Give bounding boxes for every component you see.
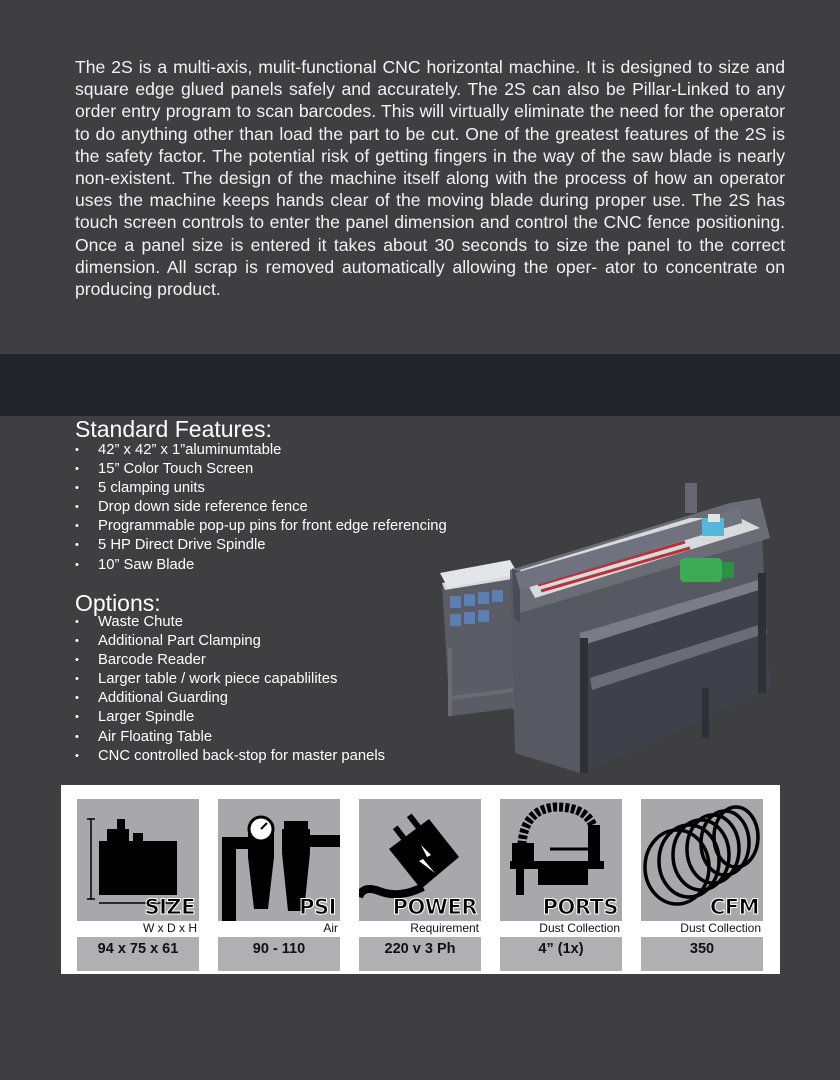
spec-card-cfm bbox=[641, 799, 763, 971]
bullet-icon: • bbox=[75, 635, 79, 648]
spec-card-power bbox=[359, 799, 481, 971]
standard-features-title: Standard Features: bbox=[75, 416, 272, 442]
list-item: • Larger Spindle bbox=[75, 708, 385, 727]
options-list bbox=[75, 613, 385, 766]
bullet-icon: • bbox=[75, 730, 79, 743]
bullet-icon: • bbox=[75, 749, 79, 762]
list-item: • Additional Part Clamping bbox=[75, 632, 385, 651]
bullet-icon: • bbox=[75, 463, 79, 476]
list-item: • Barcode Reader bbox=[75, 651, 385, 670]
bullet-icon: • bbox=[75, 558, 79, 571]
list-item: • Programmable pop-up pins for front edge referencing bbox=[75, 517, 447, 536]
options-title: Options: bbox=[75, 590, 161, 616]
spec-card-ports bbox=[500, 799, 622, 971]
list-item: • CNC controlled back-stop for master panels bbox=[75, 747, 385, 766]
spec-value: 350 bbox=[641, 937, 763, 971]
list-item: • Air Floating Table bbox=[75, 728, 385, 747]
list-item: • 42” x 42” x 1”aluminumtable bbox=[75, 441, 447, 460]
bullet-icon: • bbox=[75, 520, 79, 533]
intro-paragraph: The 2S is a multi-axis, mulit-functional CNC horizontal machine. It is designed to size and square edge glued panels safely and accurately. The 2S can also be Pillar-Linked to any order entry program to scan barcodes. This will virtually eliminate the need for the operator to do anything other than load the part to be cut. One of the greatest features of the 2S is the safety factor. The potential risk of getting fingers in the way of the saw blade is nearly non-existent. The design of the machine itself along with the process of how an operator uses the machine keeps hands clear of the moving blade during proper use. The 2S has touch screen controls to enter the panel dimension and control the CNC fence positioning. Once a panel size is entered it takes about 30 seconds to size the panel to the correct dimension. All scrap is removed automatically allowing the oper- ator to concentrate on producing product. bbox=[75, 57, 785, 300]
bullet-icon: • bbox=[75, 654, 79, 667]
list-item: • 10” Saw Blade bbox=[75, 556, 447, 575]
spec-caption: Air bbox=[323, 921, 338, 935]
bullet-icon: • bbox=[75, 616, 79, 628]
spec-tile bbox=[641, 799, 763, 921]
spec-label: POWER bbox=[392, 895, 477, 919]
bullet-icon: • bbox=[75, 692, 79, 705]
spec-value: 94 x 75 x 61 bbox=[77, 937, 199, 971]
list-item: • Additional Guarding bbox=[75, 689, 385, 708]
list-item: • Waste Chute bbox=[75, 613, 385, 632]
spec-tile bbox=[359, 799, 481, 921]
spec-label: PSI bbox=[299, 895, 336, 919]
spec-tile bbox=[77, 799, 199, 921]
cnc-machine-image bbox=[440, 478, 780, 778]
spec-caption: W x D x H bbox=[143, 921, 197, 935]
spec-tile bbox=[218, 799, 340, 921]
bullet-icon: • bbox=[75, 501, 79, 514]
list-item: • Larger table / work piece capablilites bbox=[75, 670, 385, 689]
list-item: • 5 HP Direct Drive Spindle bbox=[75, 536, 447, 555]
divider-band bbox=[0, 354, 840, 416]
bullet-icon: • bbox=[75, 711, 79, 724]
spec-card-size bbox=[77, 799, 199, 971]
spec-panel bbox=[61, 785, 780, 974]
bullet-icon: • bbox=[75, 673, 79, 686]
spec-value: 220 v 3 Ph bbox=[359, 937, 481, 971]
spec-label: CFM bbox=[709, 895, 759, 919]
spec-value: 90 - 110 bbox=[218, 937, 340, 971]
bullet-icon: • bbox=[75, 539, 79, 552]
list-item: • Drop down side reference fence bbox=[75, 498, 447, 517]
spec-caption: Dust Collection bbox=[680, 921, 761, 935]
spec-tile bbox=[500, 799, 622, 921]
spec-card-psi bbox=[218, 799, 340, 971]
standard-features-list bbox=[75, 441, 447, 575]
bullet-icon: • bbox=[75, 482, 79, 495]
spec-label: SIZE bbox=[144, 895, 195, 919]
spec-value: 4” (1x) bbox=[500, 937, 622, 971]
list-item: • 5 clamping units bbox=[75, 479, 447, 498]
spec-caption: Dust Collection bbox=[539, 921, 620, 935]
list-item: • 15” Color Touch Screen bbox=[75, 460, 447, 479]
spec-label: PORTS bbox=[542, 895, 618, 919]
bullet-icon: • bbox=[75, 444, 79, 456]
spec-caption: Requirement bbox=[410, 921, 479, 935]
